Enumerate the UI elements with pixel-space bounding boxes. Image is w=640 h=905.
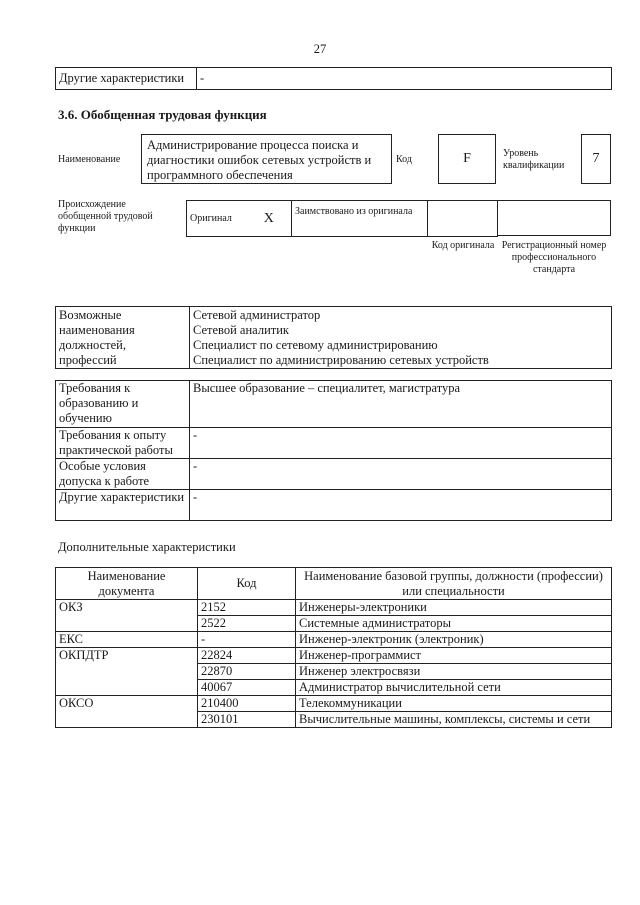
origin-table xyxy=(186,200,498,237)
extra-name-cell: Инженер-электроник (электроник) xyxy=(296,632,612,648)
reg-caption: Регистрационный номер профессионального стандарта xyxy=(501,240,607,275)
extra-code-cell: 2152 xyxy=(198,600,296,616)
level-label: Уровень квалификации xyxy=(503,148,565,171)
extra-code-cell: 210400 xyxy=(198,696,296,712)
requirement-label: Требования к образованию и обучению xyxy=(56,381,190,428)
code-value: F xyxy=(463,151,471,166)
extra-code-cell: 22824 xyxy=(198,648,296,664)
extra-title: Дополнительные характеристики xyxy=(58,540,236,554)
extra-name-cell: Системные администраторы xyxy=(296,616,612,632)
extra-name-cell: Инженеры-электроники xyxy=(296,600,612,616)
extra-doc-cell: ОКСО xyxy=(56,696,198,728)
level-box xyxy=(581,134,611,184)
extra-name-cell: Инженер электросвязи xyxy=(296,664,612,680)
code-caption: Код оригинала xyxy=(431,240,495,251)
level-value: 7 xyxy=(592,151,600,166)
extra-code-cell: 2522 xyxy=(198,616,296,632)
positions-table xyxy=(55,306,612,369)
extra-doc-cell: ОКЗ xyxy=(56,600,198,632)
requirement-label: Особые условия допуска к работе xyxy=(56,459,190,490)
other-characteristics-value: - xyxy=(197,68,612,90)
extra-doc-cell: ОКПДТР xyxy=(56,648,198,696)
requirement-value: Высшее образование – специалитет, магистратура xyxy=(190,381,612,428)
requirement-value: - xyxy=(190,459,612,490)
extra-code-cell: - xyxy=(198,632,296,648)
name-label: Наименование xyxy=(58,154,121,165)
extra-code-cell: 40067 xyxy=(198,680,296,696)
origin-code-cell xyxy=(428,201,498,237)
extra-header-doc: Наименование документа xyxy=(56,568,198,600)
requirement-label: Требования к опыту практической работы xyxy=(56,428,190,459)
original-label: Оригинал xyxy=(187,201,247,237)
extra-code-cell: 230101 xyxy=(198,712,296,728)
positions-list xyxy=(190,307,612,369)
extra-header-name: Наименование базовой группы, должности (профессии) или специальности xyxy=(296,568,612,600)
other-characteristics-table xyxy=(55,67,612,90)
extra-name-cell: Администратор вычислительной сети xyxy=(296,680,612,696)
position-item: Специалист по администрированию сетевых устройств xyxy=(193,353,489,367)
extra-name-cell: Инженер-программист xyxy=(296,648,612,664)
code-box xyxy=(438,134,496,184)
origin-reg-cell xyxy=(497,200,611,236)
position-item: Специалист по сетевому администрированию xyxy=(193,338,438,352)
other-characteristics-label: Другие характеристики xyxy=(56,68,197,90)
requirement-value: - xyxy=(190,428,612,459)
origin-label: Происхождение обобщенной трудовой функции xyxy=(58,199,153,234)
function-name-box xyxy=(141,134,392,184)
function-name-value: Администрирование процесса поиска и диагностики ошибок сетевых устройств и программного обеспечения xyxy=(147,138,372,182)
positions-label: Возможные наименования должностей, профессий xyxy=(56,307,190,369)
page-number: 27 xyxy=(313,42,327,56)
extra-name-cell: Телекоммуникации xyxy=(296,696,612,712)
original-mark: X xyxy=(247,201,292,237)
position-item: Сетевой администратор xyxy=(193,308,321,322)
extra-table xyxy=(55,567,612,728)
extra-header-code: Код xyxy=(198,568,296,600)
requirement-label: Другие характеристики xyxy=(56,490,190,521)
requirements-table xyxy=(55,380,612,521)
requirement-value: - xyxy=(190,490,612,521)
extra-doc-cell: ЕКС xyxy=(56,632,198,648)
code-label: Код xyxy=(396,154,412,165)
section-title: 3.6. Обобщенная трудовая функция xyxy=(58,107,267,122)
extra-name-cell: Вычислительные машины, комплексы, системы и сети xyxy=(296,712,612,728)
borrowed-label: Заимствовано из оригинала xyxy=(292,201,428,237)
position-item: Сетевой аналитик xyxy=(193,323,289,337)
extra-code-cell: 22870 xyxy=(198,664,296,680)
